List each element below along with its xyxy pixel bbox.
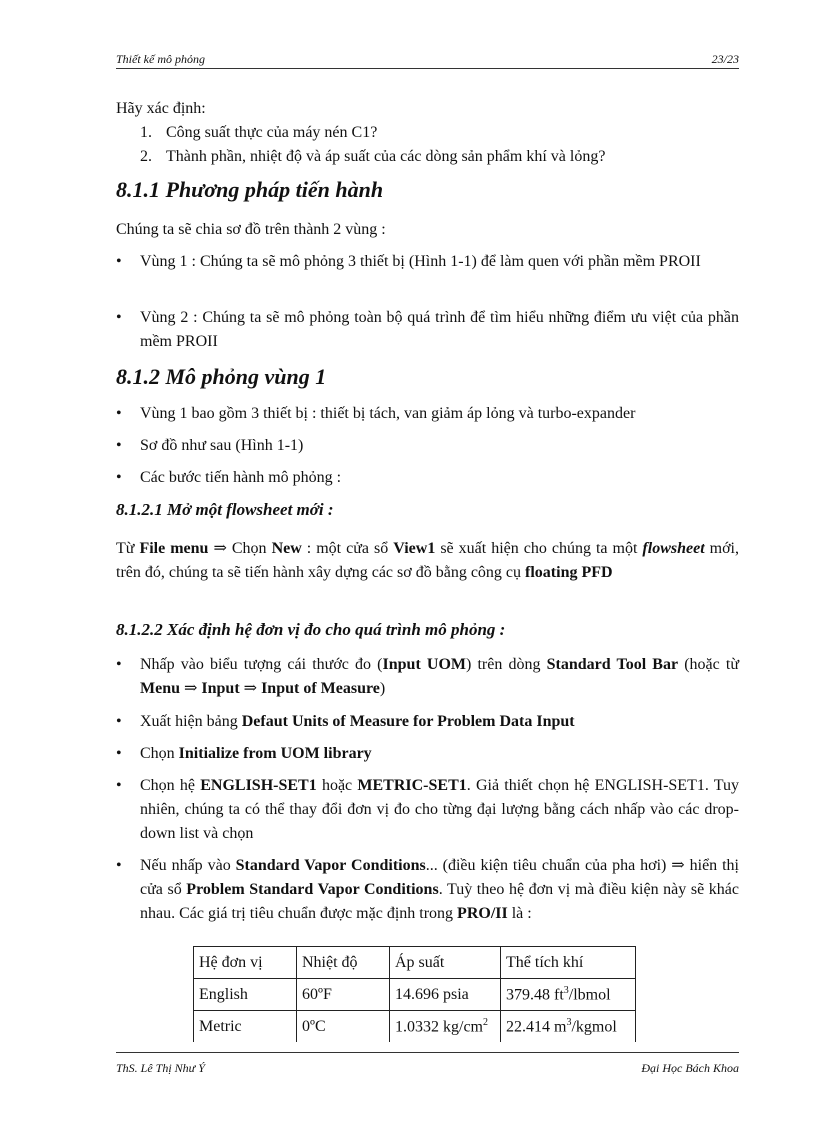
col-header-pressure: Áp suất (390, 947, 501, 979)
footer-institution: Đại Học Bách Khoa (641, 1061, 739, 1075)
section-8-1-1-title: 8.1.1 Phương pháp tiến hành (116, 177, 384, 202)
table-row (194, 1011, 636, 1043)
col-header-temperature: Nhiệt độ (297, 947, 390, 979)
footer-author: ThS. Lê Thị Như Ý (116, 1061, 205, 1075)
list-item: • Xuất hiện bảng Defaut Units of Measure for Problem Data Input (116, 713, 575, 730)
table-header-row (194, 947, 636, 979)
page-header (116, 50, 739, 69)
question-2: 2. Thành phần, nhiệt độ và áp suất của các dòng sản phẩm khí và lỏng? (140, 148, 606, 165)
list-item: • Nhấp vào biểu tượng cái thước đo (Input UOM) trên dòng Standard Tool Bar (hoặc từ Menu ⇒ Input ⇒ Input of Measure) (116, 656, 740, 697)
list-item: • Nếu nhấp vào Standard Vapor Conditions... (điều kiện tiêu chuẩn của pha hơi) ⇒ hiển thị cửa sổ Problem Standard Vapor Conditions. Tuỳ theo hệ đơn vị mà điều kiện này sẽ khác nhau. Các giá trị tiêu chuẩn được mặc định trong PRO/II là : (116, 857, 740, 922)
list-item: • Chọn Initialize from UOM library (116, 745, 372, 762)
cell-temperature: 60ºF (297, 979, 390, 1011)
cell-pressure: 14.696 psia (390, 979, 501, 1011)
cell-system: English (194, 979, 297, 1011)
header-title: Thiết kế mô phỏng (116, 52, 205, 66)
cell-temperature: 0ºC (297, 1011, 390, 1043)
list-item: • Vùng 1 bao gồm 3 thiết bị : thiết bị tách, van giảm áp lỏng và turbo-expander (116, 405, 636, 422)
section-8-1-2-2-title: 8.1.2.2 Xác định hệ đơn vị đo cho quá trình mô phỏng : (116, 620, 506, 639)
table-row (194, 979, 636, 1011)
list-item: • Vùng 1 : Chúng ta sẽ mô phỏng 3 thiết bị (Hình 1-1) để làm quen với phần mềm PROII (116, 253, 701, 270)
cell-gas-volume: 22.414 $m^3$/kgmol (501, 1011, 636, 1043)
page-number: 23/23 (711, 52, 739, 66)
standard-conditions-table (193, 946, 636, 1042)
page-footer (116, 1052, 739, 1075)
col-header-system: Hệ đơn vị (194, 947, 297, 979)
question-1: 1. Công suất thực của máy nén C1? (140, 124, 378, 141)
cell-pressure: 1.0332 $kg/cm^2$ (390, 1011, 501, 1043)
list-item: • Chọn hệ ENGLISH-SET1 hoặc METRIC-SET1. Giả thiết chọn hệ ENGLISH-SET1. Tuy nhiên, chúng ta có thể thay đổi đơn vị đo cho từng đại lượng bằng cách nhấp vào các drop-down list và chọn (116, 777, 740, 842)
cell-gas-volume: 379.48 $ft^3$/lbmol (501, 979, 636, 1011)
intro-text: Hãy xác định: (116, 100, 206, 117)
section-8-1-2-1-title: 8.1.2.1 Mở một flowsheet mới : (116, 500, 334, 519)
list-item: • Các bước tiến hành mô phỏng : (116, 469, 342, 486)
cell-system: Metric (194, 1011, 297, 1043)
section-8-1-2-title: 8.1.2 Mô phỏng vùng 1 (116, 364, 327, 389)
list-item: • Sơ đồ như sau (Hình 1-1) (116, 437, 304, 454)
list-item: • Vùng 2 : Chúng ta sẽ mô phỏng toàn bộ quá trình để tìm hiểu những điểm ưu việt của phần mềm PROII (116, 309, 739, 350)
section-8-1-1-lead: Chúng ta sẽ chia sơ đồ trên thành 2 vùng : (116, 221, 386, 238)
col-header-gas-volume: Thể tích khí (501, 947, 636, 979)
section-8-1-2-1-paragraph: Từ File menu ⇒ Chọn New : một cửa sổ View1 sẽ xuất hiện cho chúng ta một flowsheet mới, trên đó, chúng ta sẽ tiến hành xây dựng các sơ đồ bằng công cụ floating PFD (116, 540, 739, 581)
